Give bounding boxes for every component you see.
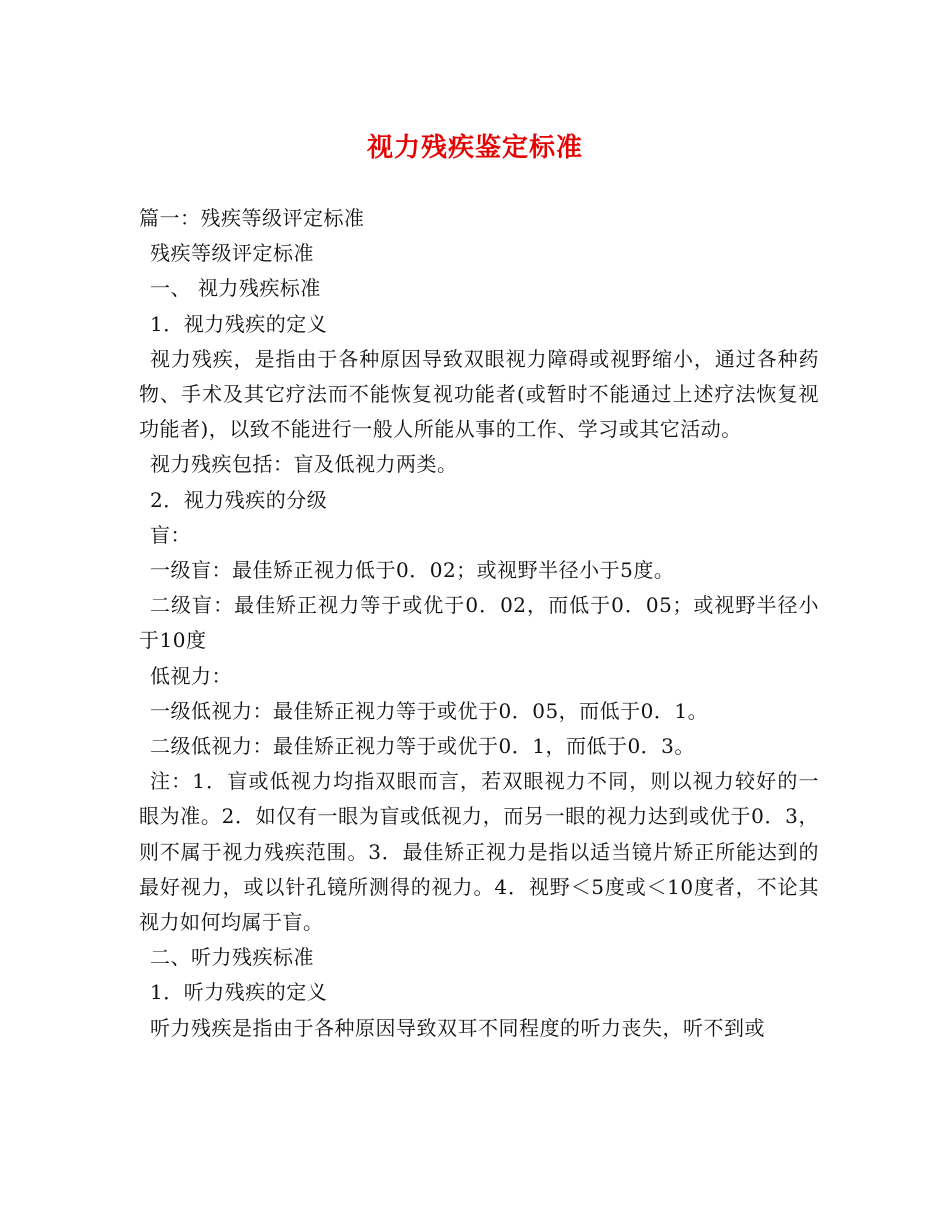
body-paragraph: 二级盲：最佳矫正视力等于或优于0．02，而低于0．05；或视野半径小于10度 — [139, 593, 819, 653]
section-heading: 一、 视力残疾标准 — [150, 276, 321, 301]
subsection-heading: 1．听力残疾的定义 — [150, 980, 328, 1005]
body-paragraph: 听力残疾是指由于各种原因导致双耳不同程度的听力丧失，听不到或 — [150, 1015, 765, 1040]
note-paragraph: 注：1．盲或低视力均指双眼而言，若双眼视力不同，则以视力较好的一眼为准。2．如仅有一眼为盲或低视力，而另一眼的视力达到或优于0．3，则不属于视力残疾范围。3．最佳矫正视力是指以适当镜片矫正所能达到的最好视力，或以针孔镜所测得的视力。4．视野＜5度或＜10度者，不论其视力如何均属于盲。 — [139, 769, 819, 935]
document-title: 视力残疾鉴定标准 — [366, 133, 583, 163]
document-body — [139, 201, 819, 1046]
category-label: 盲： — [150, 522, 191, 547]
section-heading: 篇一：残疾等级评定标准 — [139, 206, 365, 230]
body-paragraph: 一级盲：最佳矫正视力低于0．02；或视野半径小于5度。 — [150, 558, 675, 583]
subsection-heading: 残疾等级评定标准 — [150, 241, 314, 266]
subsection-heading: 2．视力残疾的分级 — [150, 487, 328, 512]
body-paragraph: 视力残疾，是指由于各种原因导致双眼视力障碍或视野缩小，通过各种药物、手术及其它疗法而不能恢复视功能者(或暂时不能通过上述疗法恢复视功能者)，以致不能进行一般人所能从事的工作、学习或其它活动。 — [139, 346, 819, 442]
body-paragraph: 一级低视力：最佳矫正视力等于或优于0．05，而低于0．1。 — [150, 698, 709, 723]
body-paragraph: 视力残疾包括：盲及低视力两类。 — [150, 452, 458, 477]
category-label: 低视力： — [150, 663, 232, 688]
section-heading: 二、听力残疾标准 — [150, 945, 314, 970]
body-paragraph: 二级低视力：最佳矫正视力等于或优于0．1，而低于0．3。 — [150, 734, 695, 759]
subsection-heading: 1．视力残疾的定义 — [150, 311, 328, 336]
